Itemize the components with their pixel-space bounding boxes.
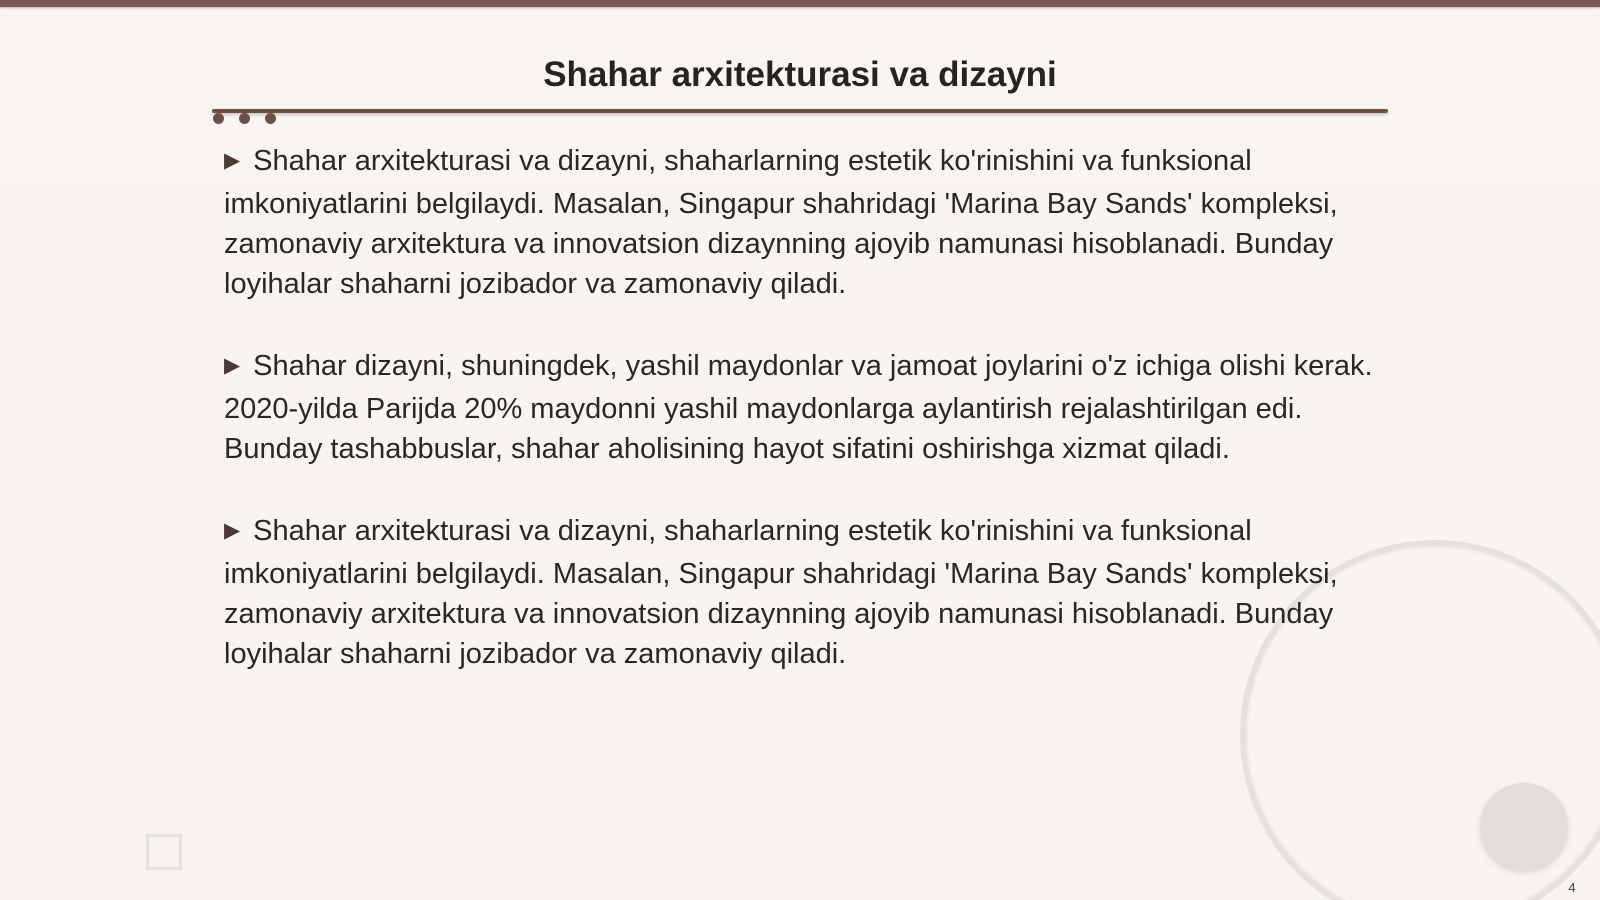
paragraph-text: Shahar arxitekturasi va dizayni, shaharlarning estetik ko'rinishini va funksional imkoniyatlarini belgilaydi. Masalan, Singapur shahridagi 'Marina Bay Sands' kompleksi, zamonaviy arxitektura va innovatsion dizaynning ajoyib namunasi hisoblanadi. Bunday loyihalar shaharni jozibador va zamonaviy qiladi. <box>224 145 1338 300</box>
decorative-square <box>146 834 182 870</box>
decorative-dot <box>213 113 224 124</box>
bullet-triangle-icon: ▶ <box>224 354 241 377</box>
top-accent-bar <box>0 0 1600 7</box>
paragraph-3 <box>224 511 1374 674</box>
bullet-triangle-icon: ▶ <box>224 519 241 542</box>
decorative-circle <box>1480 783 1568 871</box>
slide-body <box>224 141 1374 716</box>
paragraph-text: Shahar arxitekturasi va dizayni, shaharlarning estetik ko'rinishini va funksional imkoniyatlarini belgilaydi. Masalan, Singapur shahridagi 'Marina Bay Sands' kompleksi, zamonaviy arxitektura va innovatsion dizaynning ajoyib namunasi hisoblanadi. Bunday loyihalar shaharni jozibador va zamonaviy qiladi. <box>224 515 1338 670</box>
title-underline <box>212 109 1388 113</box>
paragraph-text: Shahar dizayni, shuningdek, yashil maydonlar va jamoat joylarini o'z ichiga olishi kerak. 2020-yilda Parijda 20% maydonni yashil maydonlarga aylantirish rejalashtirilgan edi. Bunday tashabbuslar, shahar aholisining hayot sifatini oshirishga xizmat qiladi. <box>224 350 1373 465</box>
paragraph-2 <box>224 346 1374 469</box>
decorative-dot <box>239 113 250 124</box>
bullet-triangle-icon: ▶ <box>224 149 241 172</box>
slide-title: Shahar arxitekturasi va dizayni <box>543 55 1057 94</box>
page-number: 4 <box>1568 880 1576 895</box>
paragraph-1 <box>224 141 1374 304</box>
decorative-dot <box>265 113 276 124</box>
